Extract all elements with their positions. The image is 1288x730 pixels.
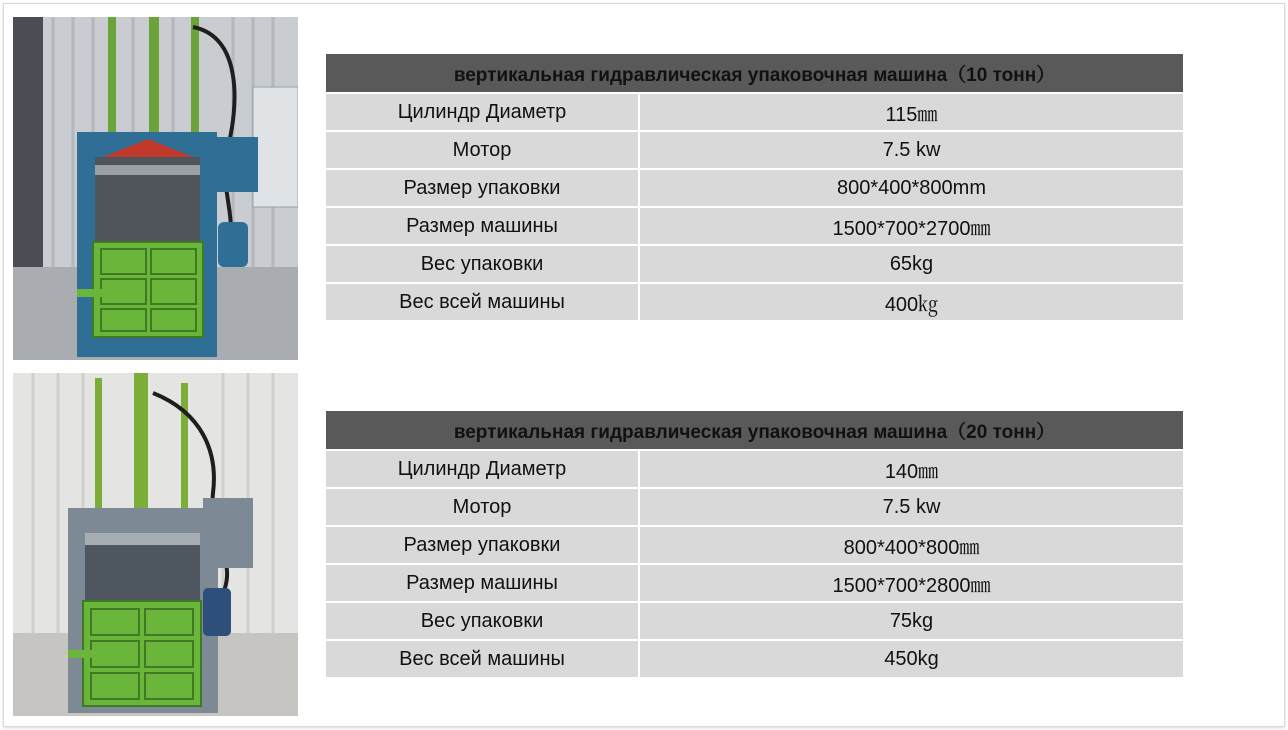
row-value: 1500*700*2700㎜ — [639, 207, 1183, 245]
table-row — [326, 131, 1183, 169]
row-label: Цилиндр Диаметр — [326, 93, 639, 131]
spec-table-20t — [326, 411, 1183, 677]
row-label: Вес всей машины — [326, 283, 639, 320]
table-row — [326, 602, 1183, 640]
row-label: Размер упаковки — [326, 169, 639, 207]
row-label: Мотор — [326, 488, 639, 526]
table-row — [326, 207, 1183, 245]
spec-table-10t — [326, 54, 1183, 320]
row-value: 115㎜ — [639, 93, 1183, 131]
row-value: 800*400*800㎜ — [639, 526, 1183, 564]
row-value: 7.5 kw — [639, 131, 1183, 169]
row-value: 1500*700*2800㎜ — [639, 564, 1183, 602]
row-value: 7.5 kw — [639, 488, 1183, 526]
table-row — [326, 169, 1183, 207]
table-row — [326, 450, 1183, 488]
table-row — [326, 93, 1183, 131]
table-row — [326, 526, 1183, 564]
table-row — [326, 640, 1183, 677]
table-row — [326, 283, 1183, 320]
row-label: Вес всей машины — [326, 640, 639, 677]
baler-20t-photo — [13, 373, 298, 716]
row-label: Размер упаковки — [326, 526, 639, 564]
row-value: 400㎏ — [639, 283, 1183, 320]
row-label: Вес упаковки — [326, 245, 639, 283]
row-value: 75kg — [639, 602, 1183, 640]
row-label: Размер машины — [326, 564, 639, 602]
row-label: Мотор — [326, 131, 639, 169]
table-row — [326, 488, 1183, 526]
row-label: Вес упаковки — [326, 602, 639, 640]
table-row — [326, 245, 1183, 283]
table-title: вертикальная гидравлическая упаковочная машина（20 тонн） — [326, 411, 1183, 450]
row-label: Цилиндр Диаметр — [326, 450, 639, 488]
row-value: 65kg — [639, 245, 1183, 283]
row-value: 800*400*800mm — [639, 169, 1183, 207]
baler-10t-photo — [13, 17, 298, 360]
row-value: 140㎜ — [639, 450, 1183, 488]
table-row — [326, 564, 1183, 602]
row-value: 450kg — [639, 640, 1183, 677]
row-label: Размер машины — [326, 207, 639, 245]
table-title: вертикальная гидравлическая упаковочная машина（10 тонн） — [326, 54, 1183, 93]
